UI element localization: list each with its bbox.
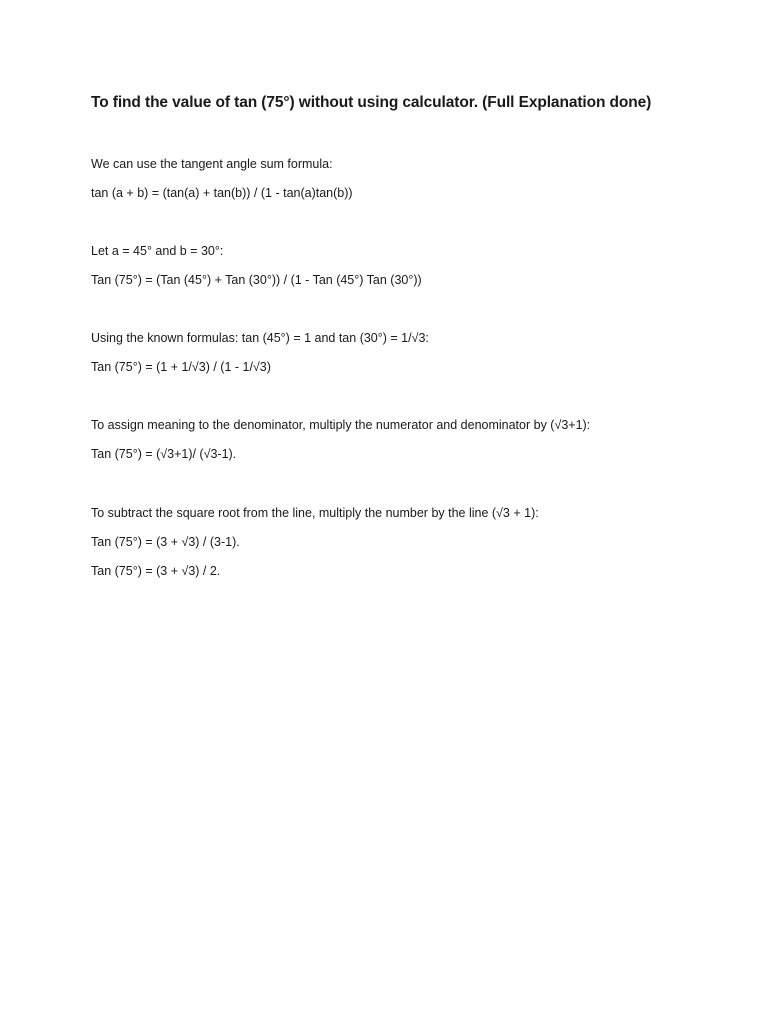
text-line-known-values: Using the known formulas: tan (45°) = 1 and tan (30°) = 1/√3: xyxy=(91,331,429,345)
text-line-formula-intro: We can use the tangent angle sum formula: xyxy=(91,157,333,171)
text-line-result-fraction: Tan (75°) = (√3+1)/ (√3-1). xyxy=(91,447,237,461)
text-line-final-answer: Tan (75°) = (3 + √3) / 2. xyxy=(91,564,221,578)
text-line-simplified: Tan (75°) = (1 + 1/√3) / (1 - 1/√3) xyxy=(91,360,271,374)
text-line-rationalized: Tan (75°) = (3 + √3) / (3-1). xyxy=(91,535,240,549)
document-title: To find the value of tan (75°) without using calculator. (Full Explanation done) xyxy=(91,94,652,111)
text-line-let-values: Let a = 45° and b = 30°: xyxy=(91,244,224,258)
text-line-sum-formula: tan (a + b) = (tan(a) + tan(b)) / (1 - tan(a)tan(b)) xyxy=(91,186,353,200)
text-line-multiply-intro: To assign meaning to the denominator, multiply the numerator and denominator by (√3+1): xyxy=(91,418,591,432)
text-line-substitution: Tan (75°) = (Tan (45°) + Tan (30°)) / (1 - Tan (45°) Tan (30°)) xyxy=(91,273,422,287)
text-line-rationalize-intro: To subtract the square root from the line, multiply the number by the line (√3 + 1): xyxy=(91,506,539,520)
